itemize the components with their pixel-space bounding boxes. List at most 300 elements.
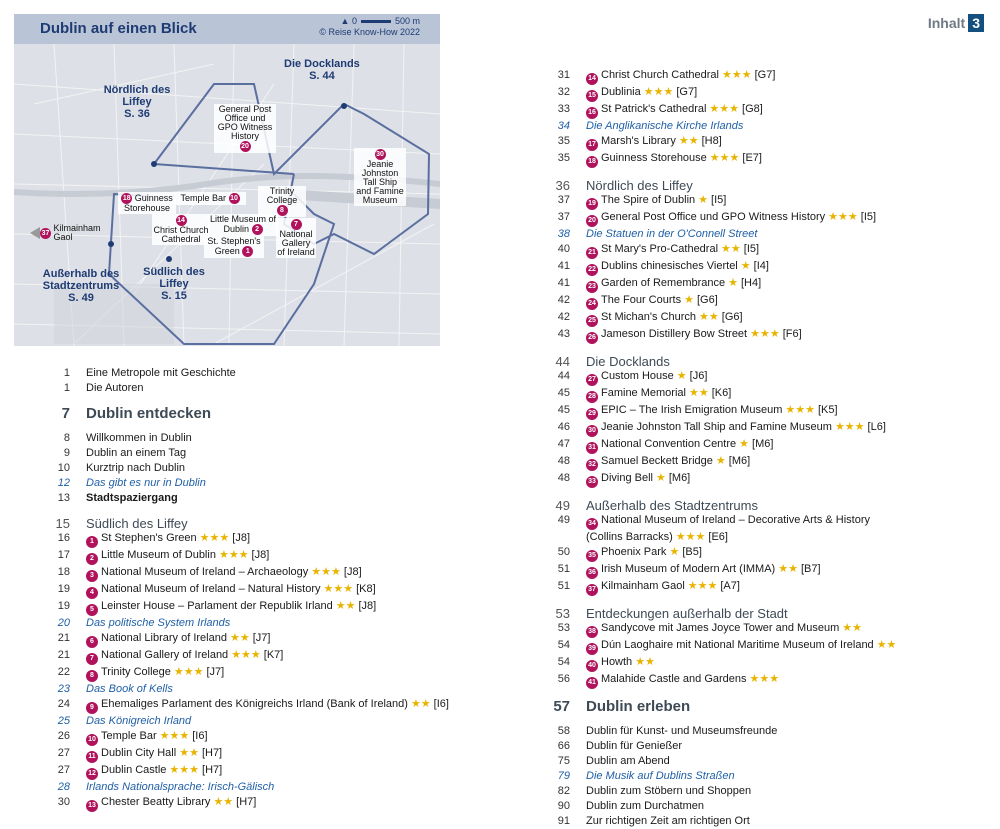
toc-page-number: 57 bbox=[553, 698, 570, 715]
toc-page-number: 25 bbox=[57, 715, 70, 727]
star-rating: ★★ bbox=[335, 600, 356, 612]
star-rating: ★★★ bbox=[750, 328, 780, 340]
zone-docklands: Die Docklands S. 44 bbox=[284, 58, 360, 82]
toc-entry-title: Howth bbox=[601, 656, 633, 668]
toc-entry[interactable] bbox=[542, 672, 982, 689]
map-grid-ref: [G7] bbox=[754, 69, 776, 81]
toc-page-number: 22 bbox=[57, 666, 70, 678]
toc-section-heading[interactable] bbox=[542, 606, 982, 621]
map-grid-ref: [H7] bbox=[202, 764, 223, 776]
toc-entry[interactable] bbox=[542, 799, 982, 814]
sight-number-badge: 11 bbox=[86, 751, 98, 763]
toc-page-number: 7 bbox=[61, 405, 70, 422]
sight-number-badge: 30 bbox=[586, 425, 598, 437]
map-grid-ref: [I5] bbox=[860, 211, 877, 223]
toc-entry[interactable] bbox=[542, 530, 982, 545]
map-place-trinity: Trinity College 8 bbox=[258, 186, 306, 217]
toc-entry-title: Nördlich des Liffey bbox=[586, 178, 693, 193]
toc-entry-title: Phoenix Park bbox=[601, 546, 667, 558]
toc-entry-title: National Museum of Ireland – Decorative Arts & History bbox=[601, 514, 871, 526]
zone-north-liffey: Nördlich des Liffey S. 36 bbox=[103, 84, 171, 120]
star-rating: ★★ bbox=[213, 796, 234, 808]
toc-page-number: 44 bbox=[555, 354, 570, 369]
toc-entry[interactable] bbox=[42, 599, 472, 616]
toc-entry[interactable] bbox=[42, 491, 472, 506]
toc-section-heading[interactable] bbox=[42, 406, 472, 421]
toc-entry-title: Ehemaliges Parlament des Königreichs Irland (Bank of Ireland) bbox=[101, 698, 408, 710]
map-grid-ref: [A7] bbox=[720, 580, 740, 592]
toc-page-number: 12 bbox=[57, 477, 70, 489]
toc-page-number: 40 bbox=[557, 243, 570, 255]
map-grid-ref: [H4] bbox=[741, 277, 762, 289]
toc-page-number: 66 bbox=[557, 740, 570, 752]
toc-entry[interactable] bbox=[42, 780, 472, 795]
star-rating: ★★★ bbox=[785, 404, 815, 416]
star-rating: ★ bbox=[740, 260, 751, 272]
sight-number-badge: 22 bbox=[586, 264, 598, 276]
toc-page-number: 34 bbox=[557, 120, 570, 132]
toc-entry[interactable] bbox=[542, 227, 982, 242]
star-rating: ★ bbox=[715, 455, 726, 467]
toc-page-number: 36 bbox=[555, 178, 570, 193]
sight-number-badge: 31 bbox=[586, 442, 598, 454]
toc-entry-title: Kurztrip nach Dublin bbox=[86, 462, 186, 474]
toc-section-heading[interactable] bbox=[42, 516, 472, 531]
sight-number-badge: 6 bbox=[86, 636, 98, 648]
toc-page-number: 90 bbox=[557, 800, 570, 812]
toc-entry-title: Marsh's Library bbox=[601, 135, 676, 147]
map-grid-ref: [H8] bbox=[701, 135, 722, 147]
sight-number-badge: 38 bbox=[586, 626, 598, 638]
toc-entry-title: Entdeckungen außerhalb der Stadt bbox=[586, 606, 788, 621]
map-grid-ref: [M6] bbox=[668, 472, 691, 484]
sight-number-badge: 8 bbox=[86, 670, 98, 682]
toc-page-number: 53 bbox=[557, 622, 570, 634]
toc-entry-title: St Stephen's Green bbox=[101, 532, 197, 544]
overview-map bbox=[14, 14, 440, 346]
sight-number-badge: 17 bbox=[586, 139, 598, 151]
map-grid-ref: [H7] bbox=[236, 796, 257, 808]
star-rating: ★★★ bbox=[722, 69, 752, 81]
toc-entry[interactable] bbox=[542, 119, 982, 134]
star-rating: ★★★ bbox=[169, 764, 200, 776]
zone-outside-center: Außerhalb des Stadtzentrums S. 49 bbox=[42, 268, 120, 304]
toc-entry[interactable] bbox=[542, 814, 982, 829]
toc-page-number: 1 bbox=[63, 367, 70, 379]
sight-number-badge: 29 bbox=[586, 408, 598, 420]
star-rating: ★★★ bbox=[218, 549, 249, 561]
map-grid-ref: [J8] bbox=[232, 532, 250, 544]
sight-number-badge: 1 bbox=[86, 536, 98, 548]
sight-number-badge: 25 bbox=[586, 315, 598, 327]
star-rating: ★★★ bbox=[159, 730, 190, 742]
toc-entry-title: Dublins chinesisches Viertel bbox=[601, 260, 738, 272]
toc-page-number: 49 bbox=[555, 498, 570, 513]
toc-entry[interactable] bbox=[42, 548, 472, 565]
toc-page-number: 79 bbox=[557, 770, 570, 782]
toc-entry-title: Jeanie Johnston Tall Ship and Famine Museum bbox=[601, 421, 832, 433]
map-grid-ref: [E7] bbox=[742, 152, 762, 164]
toc-entry-title: Die Docklands bbox=[586, 354, 670, 369]
map-place-gpo: General Post Office und GPO Witness History 20 bbox=[214, 104, 276, 153]
toc-entry[interactable] bbox=[542, 102, 982, 119]
toc-entry-title: Garden of Remembrance bbox=[601, 277, 726, 289]
map-place-national-gallery: 7 National Gallery of Ireland bbox=[276, 218, 316, 258]
star-rating: ★ bbox=[698, 194, 709, 206]
toc-entry-title: Dublin für Genießer bbox=[586, 740, 682, 752]
toc-page-number: 38 bbox=[557, 228, 570, 240]
toc-entry[interactable] bbox=[542, 562, 982, 579]
toc-entry[interactable] bbox=[542, 471, 982, 488]
sight-number-badge: 14 bbox=[586, 73, 598, 85]
toc-page-number: 9 bbox=[63, 447, 70, 459]
toc-entry[interactable] bbox=[542, 85, 982, 102]
toc-entry-title: Diving Bell bbox=[601, 472, 653, 484]
toc-entry-title: Dún Laoghaire mit National Maritime Museum of Ireland bbox=[601, 639, 874, 651]
toc-section-heading[interactable] bbox=[542, 699, 982, 714]
toc-entry[interactable] bbox=[542, 193, 982, 210]
map-grid-ref: [G7] bbox=[676, 86, 698, 98]
spacer bbox=[542, 344, 982, 354]
toc-entry-title: Dublinia bbox=[601, 86, 641, 98]
sight-number-badge: 5 bbox=[86, 604, 98, 616]
toc-entry-title: Guinness Storehouse bbox=[601, 152, 707, 164]
toc-entry[interactable] bbox=[542, 310, 982, 327]
sight-number-badge: 39 bbox=[586, 643, 598, 655]
toc-entry[interactable] bbox=[42, 795, 472, 812]
map-place-kilmainham: 37 Kilmainham Gaol bbox=[30, 224, 98, 242]
sight-number-badge: 34 bbox=[586, 518, 598, 530]
toc-section-heading[interactable] bbox=[542, 354, 982, 369]
toc-entry[interactable] bbox=[42, 531, 472, 548]
star-rating: ★★★ bbox=[643, 86, 674, 98]
star-rating: ★★★ bbox=[709, 103, 740, 115]
map-place-little-museum: Little Museum of Dublin 2 bbox=[208, 214, 278, 236]
toc-entry[interactable] bbox=[542, 259, 982, 276]
sight-number-badge: 27 bbox=[586, 374, 598, 386]
sight-number-badge: 15 bbox=[586, 90, 598, 102]
toc-page-number: 51 bbox=[557, 580, 570, 592]
toc-page-number: 49 bbox=[557, 514, 570, 526]
toc-page-number: 58 bbox=[557, 725, 570, 737]
map-grid-ref: [G6] bbox=[721, 311, 743, 323]
toc-entry[interactable] bbox=[542, 655, 982, 672]
section-tab bbox=[928, 14, 984, 32]
toc-entry-title: Leinster House – Parlament der Republik Irland bbox=[101, 600, 333, 612]
compass-icon: ▲ bbox=[340, 16, 350, 26]
sight-number-badge: 7 bbox=[86, 653, 98, 665]
star-rating: ★★★ bbox=[173, 666, 204, 678]
sight-number-badge: 37 bbox=[586, 584, 598, 596]
toc-page-number: 37 bbox=[557, 211, 570, 223]
toc-entry[interactable] bbox=[42, 648, 472, 665]
map-grid-ref: [J8] bbox=[343, 566, 362, 578]
toc-entry-title: National Convention Centre bbox=[601, 438, 737, 450]
map-grid-ref: [B5] bbox=[682, 546, 702, 558]
toc-section-heading[interactable] bbox=[542, 498, 982, 513]
section-label: Inhalt bbox=[927, 15, 966, 31]
star-rating: ★★ bbox=[688, 387, 709, 399]
toc-entry[interactable] bbox=[542, 513, 982, 530]
toc-entry[interactable] bbox=[42, 565, 472, 582]
sight-number-badge: 4 bbox=[86, 587, 98, 599]
arrow-left-icon bbox=[30, 227, 40, 239]
toc-entry[interactable] bbox=[542, 68, 982, 85]
map-grid-ref: [I4] bbox=[753, 260, 769, 272]
star-rating: ★★ bbox=[635, 656, 655, 668]
toc-entry[interactable] bbox=[42, 582, 472, 599]
sight-number-badge: 28 bbox=[586, 391, 598, 403]
toc-entry-title: Irish Museum of Modern Art (IMMA) bbox=[601, 563, 776, 575]
toc-page-number: 35 bbox=[557, 135, 570, 147]
toc-entry-title: Die Musik auf Dublins Straßen bbox=[586, 770, 735, 782]
toc-entry-title: St Mary's Pro-Cathedral bbox=[601, 243, 719, 255]
toc-entry[interactable] bbox=[42, 665, 472, 682]
toc-entry[interactable] bbox=[542, 754, 982, 769]
sight-number-badge: 19 bbox=[586, 198, 598, 210]
star-rating: ★ bbox=[676, 370, 687, 382]
star-rating: ★★ bbox=[179, 747, 199, 759]
toc-page-number: 23 bbox=[57, 683, 70, 695]
toc-entry[interactable] bbox=[42, 446, 472, 461]
toc-entry-title: Dublin an einem Tag bbox=[86, 447, 187, 459]
toc-page-number: 30 bbox=[57, 796, 70, 808]
toc-page-number: 27 bbox=[57, 747, 70, 759]
sight-number-badge: 23 bbox=[586, 281, 598, 293]
toc-page-number: 33 bbox=[557, 103, 570, 115]
toc-page-number: 1 bbox=[63, 382, 70, 394]
toc-entry[interactable] bbox=[542, 403, 982, 420]
toc-entry[interactable] bbox=[542, 739, 982, 754]
toc-entry[interactable] bbox=[542, 210, 982, 227]
map-grid-ref: [G8] bbox=[742, 103, 763, 115]
toc-entry-title: Dublin Castle bbox=[101, 764, 167, 776]
toc-entry[interactable] bbox=[542, 386, 982, 403]
toc-entry[interactable] bbox=[542, 242, 982, 259]
toc-entry[interactable] bbox=[542, 784, 982, 799]
toc-entry-title: Willkommen in Dublin bbox=[86, 432, 192, 444]
toc-page-number: 82 bbox=[557, 785, 570, 797]
toc-entry[interactable] bbox=[42, 431, 472, 446]
toc-entry-title: Custom House bbox=[601, 370, 674, 382]
spacer bbox=[542, 714, 982, 724]
toc-entry-title: Dublin zum Durchatmen bbox=[586, 800, 704, 812]
toc-page-number: 48 bbox=[557, 455, 570, 467]
toc-entry[interactable] bbox=[542, 151, 982, 168]
star-rating: ★ bbox=[669, 546, 680, 558]
toc-entry[interactable] bbox=[542, 724, 982, 739]
toc-page-number: 17 bbox=[57, 549, 70, 561]
toc-entry-title: National Museum of Ireland – Archaeology bbox=[101, 566, 309, 578]
page-number: 3 bbox=[968, 14, 984, 32]
map-grid-ref: [K6] bbox=[711, 387, 732, 399]
map-grid-ref: [K7] bbox=[263, 649, 284, 661]
sight-number-badge: 26 bbox=[586, 332, 598, 344]
map-grid-ref: [I6] bbox=[192, 730, 208, 742]
map-grid-ref: [J7] bbox=[252, 632, 271, 644]
toc-entry[interactable] bbox=[42, 631, 472, 648]
toc-entry[interactable] bbox=[42, 714, 472, 729]
map-grid-ref: [M6] bbox=[752, 438, 774, 450]
toc-entry[interactable] bbox=[542, 134, 982, 151]
toc-entry-title: Stadtspaziergang bbox=[86, 492, 178, 504]
toc-page-number: 51 bbox=[557, 563, 570, 575]
toc-page-number: 35 bbox=[557, 152, 570, 164]
toc-entry-title: Christ Church Cathedral bbox=[601, 69, 719, 81]
toc-entry[interactable] bbox=[42, 366, 472, 381]
sight-number-badge: 35 bbox=[586, 550, 598, 562]
sight-number-badge: 40 bbox=[586, 660, 598, 672]
toc-entry[interactable] bbox=[42, 746, 472, 763]
toc-entry-title: Sandycove mit James Joyce Tower and Museum bbox=[601, 622, 840, 634]
star-rating: ★★★ bbox=[323, 583, 354, 595]
map-grid-ref: [J8] bbox=[251, 549, 270, 561]
star-rating: ★ bbox=[739, 438, 750, 450]
toc-entry[interactable] bbox=[542, 420, 982, 437]
star-rating: ★ bbox=[728, 277, 738, 289]
toc-left-column bbox=[42, 366, 472, 812]
toc-page-number: 53 bbox=[555, 606, 570, 621]
toc-entry[interactable] bbox=[42, 476, 472, 491]
toc-entry-title: Temple Bar bbox=[101, 730, 157, 742]
toc-entry-title: Dublin entdecken bbox=[86, 405, 212, 422]
map-place-christ-church: 14 Christ Church Cathedral bbox=[152, 214, 210, 245]
toc-entry-title: The Four Courts bbox=[601, 294, 682, 306]
toc-entry[interactable] bbox=[542, 327, 982, 344]
toc-page-number: 19 bbox=[57, 600, 70, 612]
toc-page-number bbox=[542, 530, 570, 545]
toc-entry[interactable] bbox=[42, 763, 472, 780]
sight-number-badge: 41 bbox=[586, 677, 598, 689]
toc-entry-title: National Museum of Ireland – Natural History bbox=[101, 583, 321, 595]
toc-entry-title: National Library of Ireland bbox=[101, 632, 227, 644]
toc-entry-title: Dublin zum Stöbern und Shoppen bbox=[586, 785, 752, 797]
toc-page-number: 21 bbox=[57, 632, 70, 644]
star-rating: ★★ bbox=[699, 311, 719, 323]
star-rating: ★★★ bbox=[828, 211, 858, 223]
toc-entry[interactable] bbox=[42, 381, 472, 396]
map-grid-ref: [E6] bbox=[708, 531, 728, 543]
toc-entry-title: St Patrick's Cathedral bbox=[601, 103, 707, 115]
star-rating: ★★★ bbox=[749, 673, 780, 685]
sight-number-badge: 9 bbox=[86, 702, 98, 714]
toc-entry[interactable] bbox=[542, 437, 982, 454]
toc-entry[interactable] bbox=[542, 638, 982, 655]
map-grid-ref: [L6] bbox=[867, 421, 886, 433]
map-place-guinness: 18 Guinness Storehouse bbox=[118, 192, 176, 214]
toc-entry-title: Die Statuen in der O'Connell Street bbox=[586, 228, 758, 240]
toc-page-number: 26 bbox=[57, 730, 70, 742]
sight-number-badge: 18 bbox=[586, 156, 598, 168]
toc-entry-title: Dublin City Hall bbox=[101, 747, 177, 759]
spacer bbox=[542, 596, 982, 606]
map-grid-ref: [F6] bbox=[782, 328, 802, 340]
toc-page-number: 16 bbox=[57, 532, 70, 544]
toc-entry-title: Das gibt es nur in Dublin bbox=[86, 477, 206, 489]
toc-entry[interactable] bbox=[42, 729, 472, 746]
map-grid-ref: [I5] bbox=[711, 194, 727, 206]
toc-entry-title: Chester Beatty Library bbox=[101, 796, 211, 808]
toc-page-number: 41 bbox=[557, 277, 570, 289]
toc-page-number: 27 bbox=[57, 764, 70, 776]
map-grid-ref: [M6] bbox=[728, 455, 751, 467]
sight-number-badge: 10 bbox=[86, 734, 98, 746]
toc-page-number: 41 bbox=[557, 260, 570, 272]
star-rating: ★★★ bbox=[231, 649, 261, 661]
star-rating: ★★★ bbox=[675, 531, 706, 543]
sight-number-badge: 3 bbox=[86, 570, 98, 582]
toc-entry-title: Dublin für Kunst- und Museumsfreunde bbox=[586, 725, 778, 737]
toc-entry-title: Famine Memorial bbox=[601, 387, 686, 399]
toc-page-number: 20 bbox=[57, 617, 70, 629]
toc-entry-title: Trinity College bbox=[101, 666, 171, 678]
toc-page-number: 15 bbox=[55, 516, 70, 531]
toc-entry-title: Eine Metropole mit Geschichte bbox=[86, 367, 236, 379]
toc-entry-title: Kilmainham Gaol bbox=[601, 580, 685, 592]
sight-number-badge: 32 bbox=[586, 459, 598, 471]
toc-entry[interactable] bbox=[42, 616, 472, 631]
map-grid-ref: [J7] bbox=[206, 666, 225, 678]
spacer bbox=[42, 421, 472, 431]
toc-entry-title: Die Autoren bbox=[86, 382, 144, 394]
toc-page-number: 75 bbox=[557, 755, 570, 767]
toc-entry-title: Jameson Distillery Bow Street bbox=[601, 328, 748, 340]
toc-entry-title: (Collins Barracks) bbox=[586, 531, 673, 543]
map-place-jeanie-johnston: 30 Jeanie Johnston Tall Ship and Famine Museum bbox=[354, 148, 406, 206]
toc-entry[interactable] bbox=[542, 545, 982, 562]
toc-entry-title: Malahide Castle and Gardens bbox=[601, 673, 747, 685]
toc-page-number: 45 bbox=[557, 404, 570, 416]
toc-entry[interactable] bbox=[542, 293, 982, 310]
map-grid-ref: [K8] bbox=[356, 583, 376, 595]
toc-entry[interactable] bbox=[42, 682, 472, 697]
sight-number-badge: 13 bbox=[86, 800, 98, 812]
zone-south-liffey: Südlich des Liffey S. 15 bbox=[143, 266, 205, 302]
map-grid-ref: [H7] bbox=[201, 747, 223, 759]
toc-entry[interactable] bbox=[542, 369, 982, 386]
toc-page-number: 43 bbox=[557, 328, 570, 340]
map-grid-ref: [B7] bbox=[800, 563, 821, 575]
toc-entry[interactable] bbox=[42, 697, 472, 714]
toc-page-number: 24 bbox=[57, 698, 70, 710]
toc-entry[interactable] bbox=[542, 579, 982, 596]
star-rating: ★★ bbox=[721, 243, 741, 255]
spacer bbox=[42, 506, 472, 516]
toc-page-number: 8 bbox=[63, 432, 70, 444]
toc-entry-title: Zur richtigen Zeit am richtigen Ort bbox=[586, 815, 750, 827]
toc-page-number: 37 bbox=[557, 194, 570, 206]
toc-entry-title: Die Anglikanische Kirche Irlands bbox=[586, 120, 744, 132]
star-rating: ★★★ bbox=[834, 421, 865, 433]
toc-entry-title: National Gallery of Ireland bbox=[101, 649, 229, 661]
map-scale: ▲ 0 500 m © Reise Know-How 2022 bbox=[319, 16, 420, 37]
map-place-temple-bar: Temple Bar 10 bbox=[174, 192, 246, 205]
toc-section-heading[interactable] bbox=[542, 178, 982, 193]
spacer bbox=[542, 488, 982, 498]
toc-entry[interactable] bbox=[42, 461, 472, 476]
toc-entry[interactable] bbox=[542, 769, 982, 784]
toc-entry-title: Samuel Beckett Bridge bbox=[601, 455, 713, 467]
toc-entry[interactable] bbox=[542, 621, 982, 638]
sight-number-badge: 24 bbox=[586, 298, 598, 310]
toc-page-number: 50 bbox=[557, 546, 570, 558]
toc-page-number: 19 bbox=[57, 583, 70, 595]
star-rating: ★★ bbox=[229, 632, 250, 644]
toc-entry-title: Außerhalb des Stadtzentrums bbox=[586, 498, 758, 513]
sight-number-badge: 16 bbox=[586, 107, 598, 119]
toc-entry[interactable] bbox=[542, 276, 982, 293]
toc-entry[interactable] bbox=[542, 454, 982, 471]
